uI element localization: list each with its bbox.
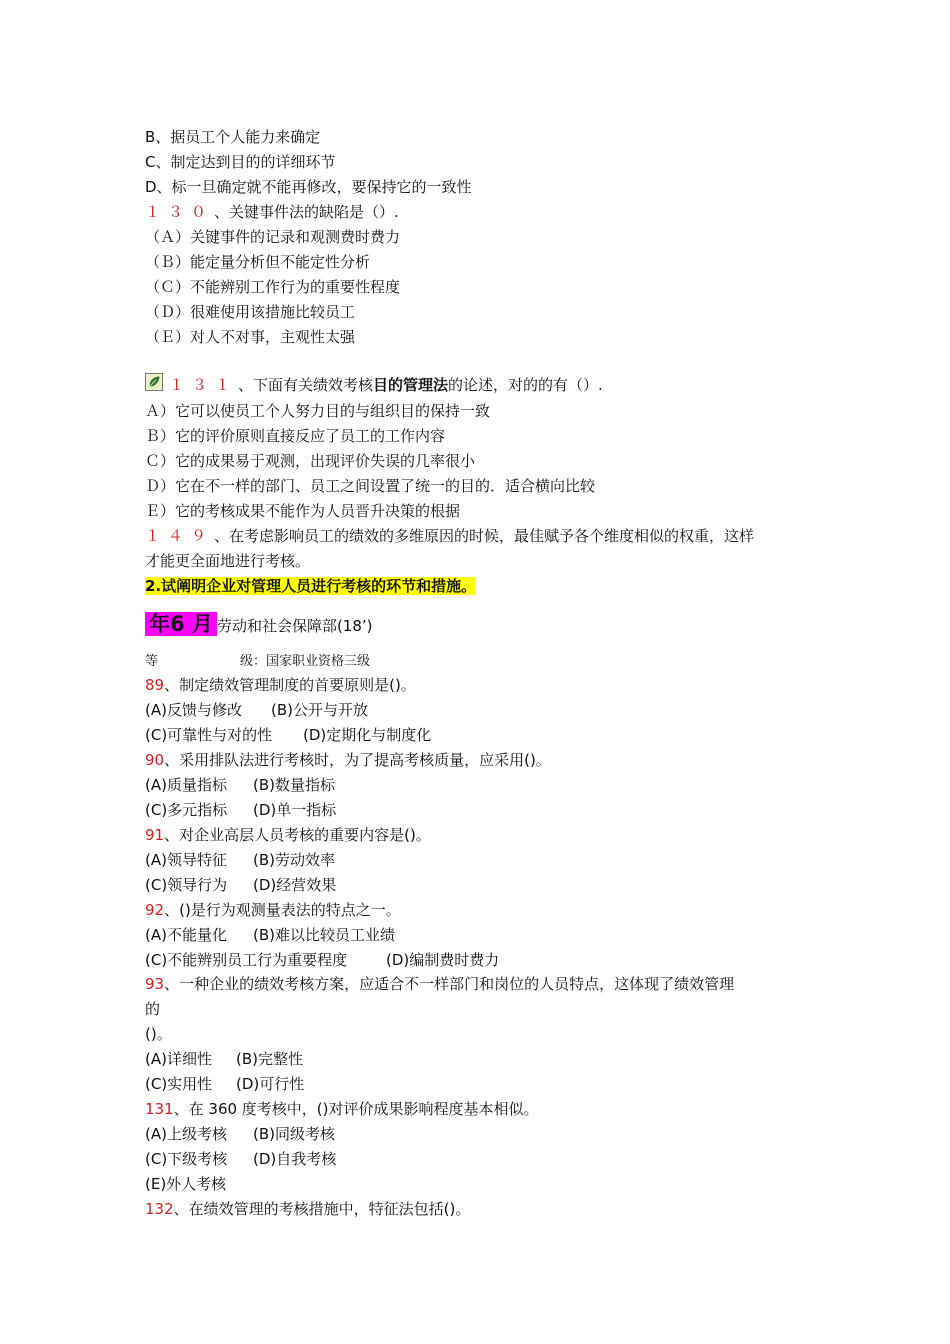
- q131b-option-e: (E)外人考核: [145, 1175, 227, 1193]
- question-149: [145, 525, 754, 547]
- q131b-option-a: (A)上级考核: [145, 1125, 227, 1143]
- q131-option-e: Ｅ）它的考核成果不能作为人员晋升决策的根据: [145, 502, 461, 520]
- question-number: 92: [145, 901, 165, 919]
- question-number: 93: [145, 975, 165, 993]
- question-stem: 、关键事件法的缺陷是（）.: [214, 203, 399, 221]
- q131-option-d: Ｄ）它在不一样的部门、员工之间设置了统一的目的．适合横向比较: [145, 477, 596, 495]
- question-90: [145, 749, 551, 771]
- question-stem: 、在 360 度考核中，()对评价成果影响程度基本相似。: [173, 1100, 539, 1118]
- question-number: 89: [145, 676, 165, 694]
- q90-option-b: (B)数量指标: [253, 776, 335, 794]
- option-d: D、标一旦确定就不能再修改，要保持它的一致性: [145, 178, 472, 196]
- exam-title: 劳动和社会保障部(18’): [216, 617, 373, 635]
- q90-option-d: (D)单一指标: [253, 801, 337, 819]
- question-stem: 、采用排队法进行考核时，为了提高考核质量，应采用()。: [164, 751, 551, 769]
- exam-date-highlight: 年6 月: [145, 612, 217, 636]
- question-number: 91: [145, 826, 165, 844]
- question-149-cont: 才能更全面地进行考核。: [145, 552, 311, 570]
- question-number: 132: [145, 1200, 174, 1218]
- q89-option-b: (B)公开与开放: [271, 701, 368, 719]
- question-93: [145, 973, 734, 995]
- q90-option-c: (C)多元指标: [145, 801, 228, 819]
- q92-option-a: (A)不能量化: [145, 926, 227, 944]
- q92-option-b: (B)难以比较员工业绩: [253, 926, 395, 944]
- essay-question: [145, 575, 476, 597]
- question-91: [145, 824, 431, 846]
- q130-option-c: （Ｃ）不能辨别工作行为的重要性程度: [145, 278, 401, 296]
- essay-tail: 。: [461, 577, 477, 595]
- q93-option-c: (C)实用性: [145, 1075, 213, 1093]
- q93-option-a: (A)详细性: [145, 1050, 212, 1068]
- question-number: １３１: [169, 376, 239, 394]
- question-89: [145, 674, 416, 696]
- level-label: 等: [145, 654, 159, 669]
- q130-option-a: （Ａ）关键事件的记录和观测费时费力: [145, 228, 401, 246]
- q89-option-c: (C)可靠性与对的性: [145, 726, 273, 744]
- question-92: [145, 899, 401, 921]
- q89-option-a: (A)反馈与修改: [145, 701, 242, 719]
- q131b-option-c: (C)下级考核: [145, 1150, 228, 1168]
- q89-option-d: (D)定期化与制度化: [303, 726, 432, 744]
- q130-option-d: （Ｄ）很难使用该措施比较员工: [145, 303, 356, 321]
- q93-option-b: (B)完整性: [236, 1050, 303, 1068]
- q92-option-d: (D)编制费时费力: [386, 951, 500, 969]
- question-93-cont: 的: [145, 1000, 161, 1018]
- q130-option-b: （Ｂ）能定量分析但不能定性分析: [145, 253, 371, 271]
- question-93-blank: ()。: [145, 1025, 172, 1043]
- q130-option-e: （Ｅ）对人不对事，主观性太强: [145, 328, 356, 346]
- question-131b: [145, 1098, 539, 1120]
- q92-option-c: (C)不能辨别员工行为重要程度: [145, 951, 348, 969]
- q90-option-a: (A)质量指标: [145, 776, 227, 794]
- question-stem-bold: 目的管理法: [373, 376, 449, 394]
- question-stem-post: 的论述，对的的有（）.: [448, 376, 603, 394]
- q93-option-d: (D)可行性: [236, 1075, 305, 1093]
- q131-option-b: Ｂ）它的评价原则直接反应了员工的工作内容: [145, 427, 446, 445]
- question-stem: 、制定绩效管理制度的首要原则是()。: [164, 676, 416, 694]
- leaf-icon: [145, 373, 163, 391]
- option-c: C、制定达到目的的详细环节: [145, 153, 336, 171]
- exam-heading: [145, 610, 373, 640]
- question-stem: 、对企业高层人员考核的重要内容是()。: [164, 826, 431, 844]
- question-stem-pre: 、下面有关绩效考核: [238, 376, 374, 394]
- q91-option-c: (C)领导行为: [145, 876, 228, 894]
- question-132: [145, 1198, 470, 1220]
- question-number: 90: [145, 751, 165, 769]
- question-number: １４９: [145, 527, 215, 545]
- question-130: [145, 201, 399, 223]
- question-stem: 、在绩效管理的考核措施中，特征法包括()。: [173, 1200, 471, 1218]
- question-number: １３０: [145, 203, 215, 221]
- essay-text: 2.试阐明企业对管理人员进行考核的环节和措施: [145, 577, 462, 595]
- question-stem: 、一种企业的绩效考核方案，应适合不一样部门和岗位的人员特点，这体现了绩效管理: [164, 975, 735, 993]
- q131-option-a: Ａ）它可以使员工个人努力目的与组织目的保持一致: [145, 402, 491, 420]
- q131b-option-b: (B)同级考核: [253, 1125, 335, 1143]
- question-number: 131: [145, 1100, 174, 1118]
- question-stem: 、()是行为观测量表法的特点之一。: [164, 901, 401, 919]
- q91-option-d: (D)经营效果: [253, 876, 337, 894]
- level-text: 级：国家职业资格三级: [240, 654, 371, 669]
- option-b: B、据员工个人能力来确定: [145, 128, 321, 146]
- q131-option-c: Ｃ）它的成果易于观测，出现评价失误的几率很小: [145, 452, 476, 470]
- q91-option-b: (B)劳动效率: [253, 851, 335, 869]
- q131b-option-d: (D)自我考核: [253, 1150, 337, 1168]
- exam-level: [145, 651, 370, 673]
- q91-option-a: (A)领导特征: [145, 851, 227, 869]
- question-131: [169, 374, 603, 396]
- question-stem: 、在考虑影响员工的绩效的多维原因的时候，最佳赋予各个维度相似的权重，这样: [214, 527, 755, 545]
